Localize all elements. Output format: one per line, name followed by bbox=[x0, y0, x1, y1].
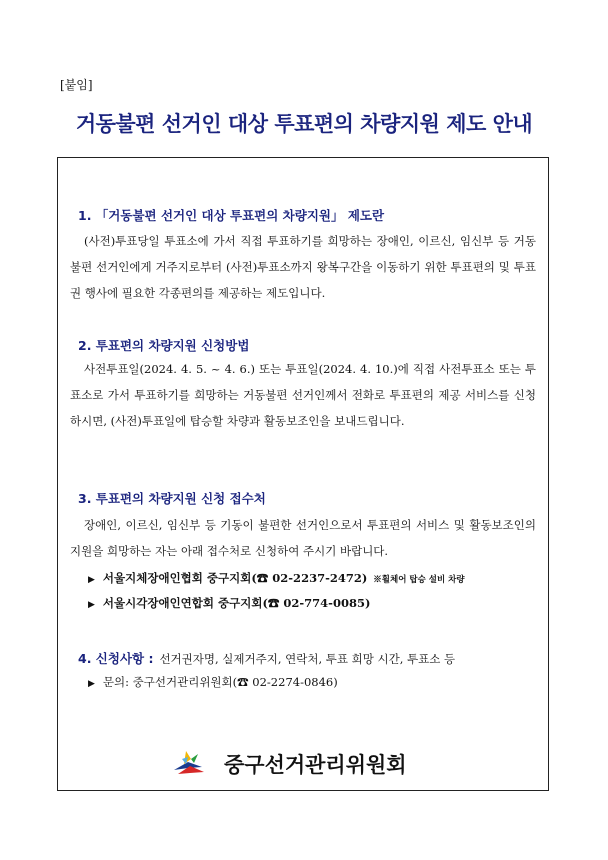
section-1-body: (사전)투표당일 투표소에 가서 직접 투표하기를 희망하는 장애인, 이르신, 임신부 등 거동불편 선거인에게 거주지로부터 (사전)투표소까지 왕복구간을 이동하기 위한 투표편의 및 투표권 행사에 필요한 각종편의를 제공하는 제도입니다. bbox=[70, 234, 536, 300]
agency-item-2 bbox=[88, 595, 370, 611]
section-3-body: 장애인, 이르신, 임신부 등 기동이 불편한 선거인으로서 투표편의 서비스 및 활동보조인의 지원을 희망하는 자는 아래 접수처로 신청하여 주시기 바랍니다. bbox=[70, 518, 536, 558]
agency-1-text: 서울지체장애인협회 중구지회(☎ 02-2237-2472) bbox=[102, 571, 368, 585]
agency-item-1 bbox=[88, 570, 465, 586]
organization-name: 중구선거관리위원회 bbox=[224, 753, 407, 777]
requirements-items: 선거권자명, 실제거주지, 연락처, 투표 희망 시간, 투표소 등 bbox=[159, 652, 456, 666]
section-2-body: 사전투표일(2024. 4. 5. ~ 4. 6.) 또는 투표일(2024. 4. 10.)에 직접 사전투표소 또는 투표소로 가서 투표하기를 희망하는 거동불편 선거인께서 전화로 투표편의 제공 서비스를 신청하시면, (사전)투표일에 탑승할 차량과 활동보조인을 보내드립니다. bbox=[70, 362, 536, 428]
page-title: 거동불편 선거인 대상 투표편의 차량지원 제도 안내 bbox=[75, 112, 533, 136]
agency-2-text: 서울시각장애인연합회 중구지회(☎ 02-774-0085) bbox=[102, 596, 371, 610]
contact-text: 문의: 중구선거관리위원회(☎ 02-2274-0846) bbox=[102, 675, 338, 689]
agency-1-note: ※휠체어 탑승 설비 차량 bbox=[373, 575, 465, 585]
triangle-bullet-icon: ▶ bbox=[88, 600, 95, 610]
triangle-bullet-icon: ▶ bbox=[88, 575, 95, 585]
requirements-line bbox=[78, 648, 455, 667]
contact-line bbox=[88, 674, 338, 690]
triangle-bullet-icon: ▶ bbox=[88, 679, 95, 689]
section-3-heading: 3. 투표편의 차량지원 신청 접수처 bbox=[78, 491, 266, 506]
section-2-heading: 2. 투표편의 차량지원 신청방법 bbox=[78, 338, 250, 353]
requirements-label: 4. 신청사항 : bbox=[78, 651, 154, 666]
election-commission-logo-icon bbox=[172, 748, 206, 778]
attachment-label: [붙임] bbox=[60, 78, 93, 92]
section-1-heading: 1. 「거동불편 선거인 대상 투표편의 차량지원」 제도란 bbox=[78, 208, 385, 223]
